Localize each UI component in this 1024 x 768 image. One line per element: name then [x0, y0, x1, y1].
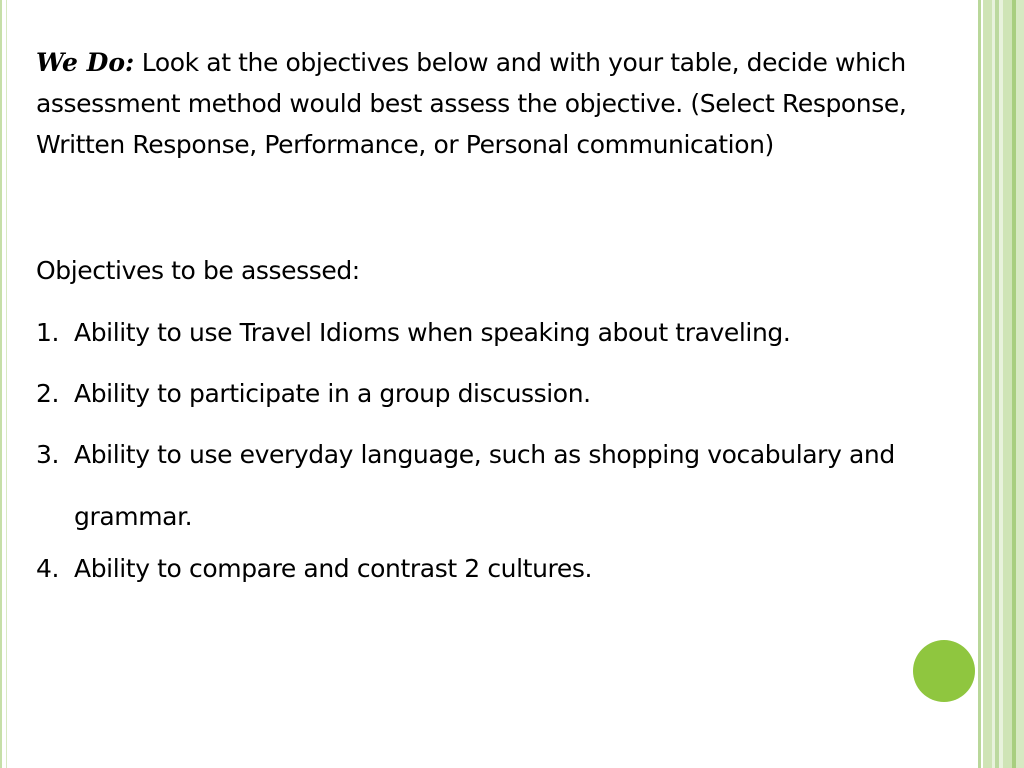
objective-text: Ability to use everyday language, such as shopping vocabulary and grammar. — [74, 440, 895, 531]
objective-text: Ability to participate in a group discussion. — [74, 379, 591, 408]
objective-item-4 — [36, 546, 966, 592]
instructions-paragraph — [36, 42, 966, 165]
objectives-list — [36, 310, 966, 592]
objectives-heading: Objectives to be assessed: — [36, 256, 360, 285]
right-stripe-decoration — [976, 0, 1024, 768]
objective-item-1 — [36, 310, 966, 371]
objective-number: 1. — [36, 318, 60, 347]
we-do-label: We Do: — [36, 48, 135, 77]
green-circle-decoration — [913, 640, 975, 702]
objective-number: 2. — [36, 379, 60, 408]
objective-item-3 — [36, 424, 966, 546]
objective-item-2 — [36, 371, 966, 432]
left-border-decoration — [0, 0, 7, 768]
objective-text: Ability to compare and contrast 2 cultures. — [74, 554, 592, 583]
instructions-text: Look at the objectives below and with your table, decide which assessment method would best assess the objective. (Select Response, Written Response, Performance, or Personal communication) — [36, 48, 907, 159]
objective-number: 3. — [36, 440, 60, 469]
objective-number: 4. — [36, 554, 60, 583]
objective-text: Ability to use Travel Idioms when speaking about traveling. — [74, 318, 791, 347]
